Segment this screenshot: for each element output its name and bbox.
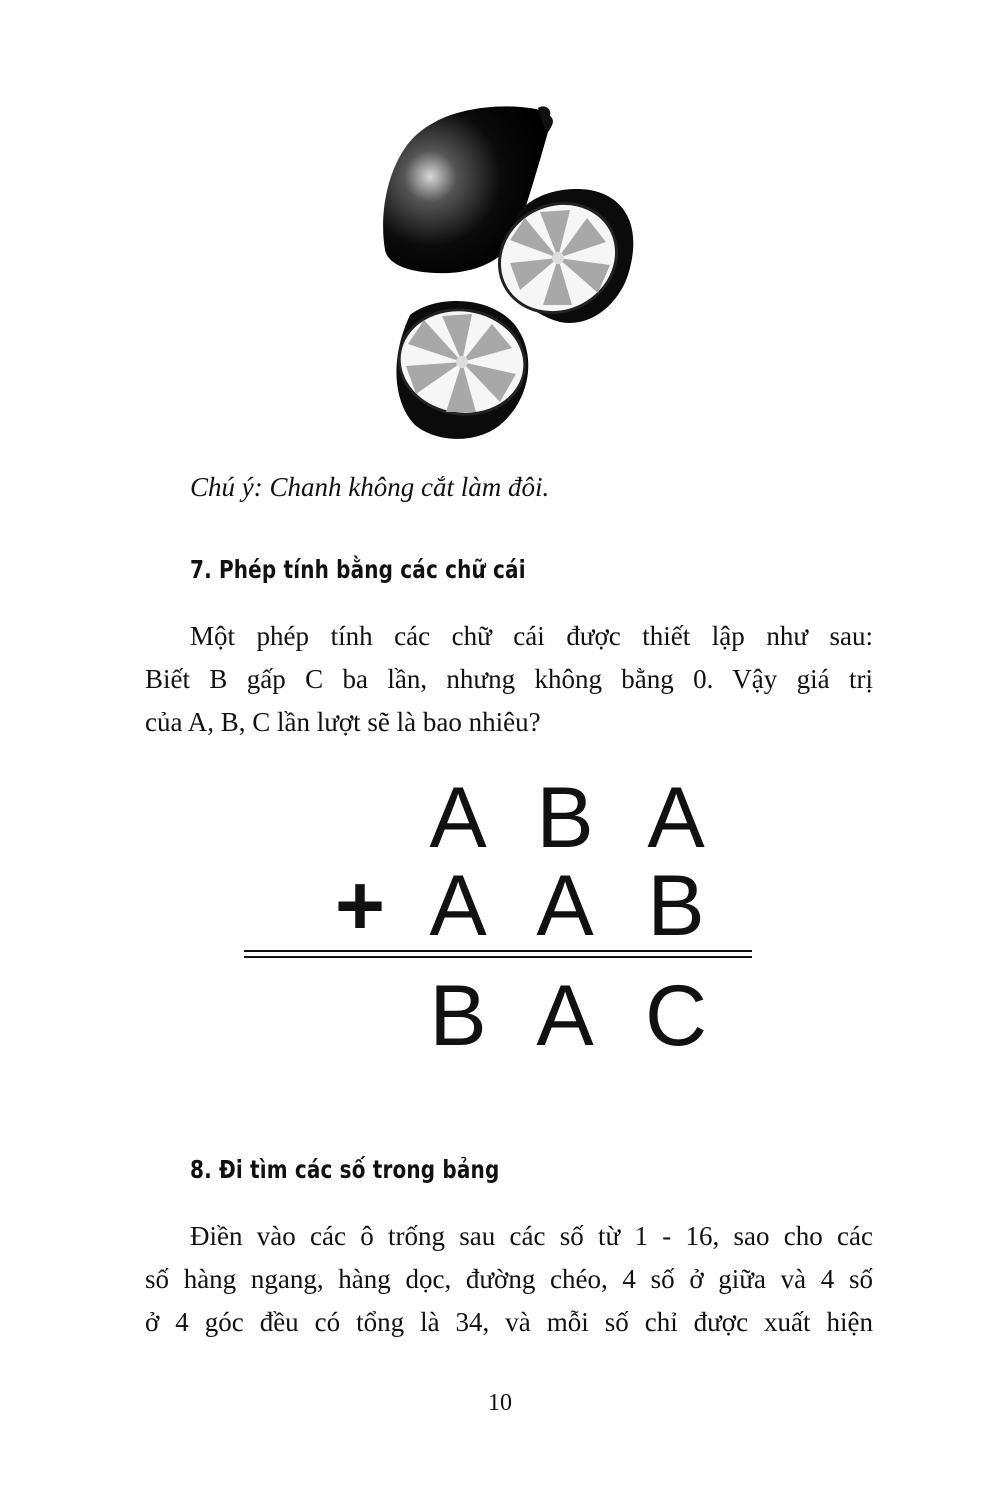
puzzle-letter: A [429, 858, 487, 954]
paragraph-line: số hàng ngang, hàng dọc, đường chéo, 4 số ở giữa và 4 số [145, 1264, 873, 1294]
plus-sign: + [334, 858, 386, 954]
puzzle-letter: B [429, 968, 487, 1064]
sum-line [244, 950, 752, 958]
puzzle-letter: A [536, 858, 594, 954]
paragraph-line: của A, B, C lần lượt sẽ là bao nhiêu? [145, 707, 541, 737]
paragraph-line: Biết B gấp C ba lần, nhưng không bằng 0. Vậy giá trị [145, 664, 873, 694]
illustration-note: Chú ý: Chanh không cắt làm đôi. [190, 472, 550, 502]
puzzle-row-1 [240, 770, 760, 866]
paragraph-line: Một phép tính các chữ cái được thiết lập như sau: [190, 621, 873, 651]
section-8-paragraph [145, 1215, 873, 1344]
letter-addition-puzzle [240, 765, 760, 1065]
puzzle-letter: A [429, 770, 487, 866]
section-7-paragraph [145, 615, 873, 744]
page-number: 10 [488, 1390, 512, 1416]
puzzle-letter: A [647, 770, 705, 866]
puzzle-letter: B [536, 770, 594, 866]
paragraph-line: Điền vào các ô trống sau các số từ 1 - 16, sao cho các [190, 1221, 873, 1251]
lemon-illustration [380, 100, 660, 445]
puzzle-letter: C [644, 968, 708, 1064]
lemon-half-bottom-icon [392, 301, 531, 439]
puzzle-row-2 [240, 858, 760, 954]
puzzle-letter: A [536, 968, 594, 1064]
section-7-heading: 7. Phép tính bằng các chữ cái [190, 555, 526, 584]
section-8-heading: 8. Đi tìm các số trong bảng [190, 1155, 500, 1184]
puzzle-letter: B [647, 858, 705, 954]
puzzle-result-row [240, 968, 760, 1064]
paragraph-line: ở 4 góc đều có tổng là 34, và mỗi số chỉ được xuất hiện [145, 1307, 873, 1337]
